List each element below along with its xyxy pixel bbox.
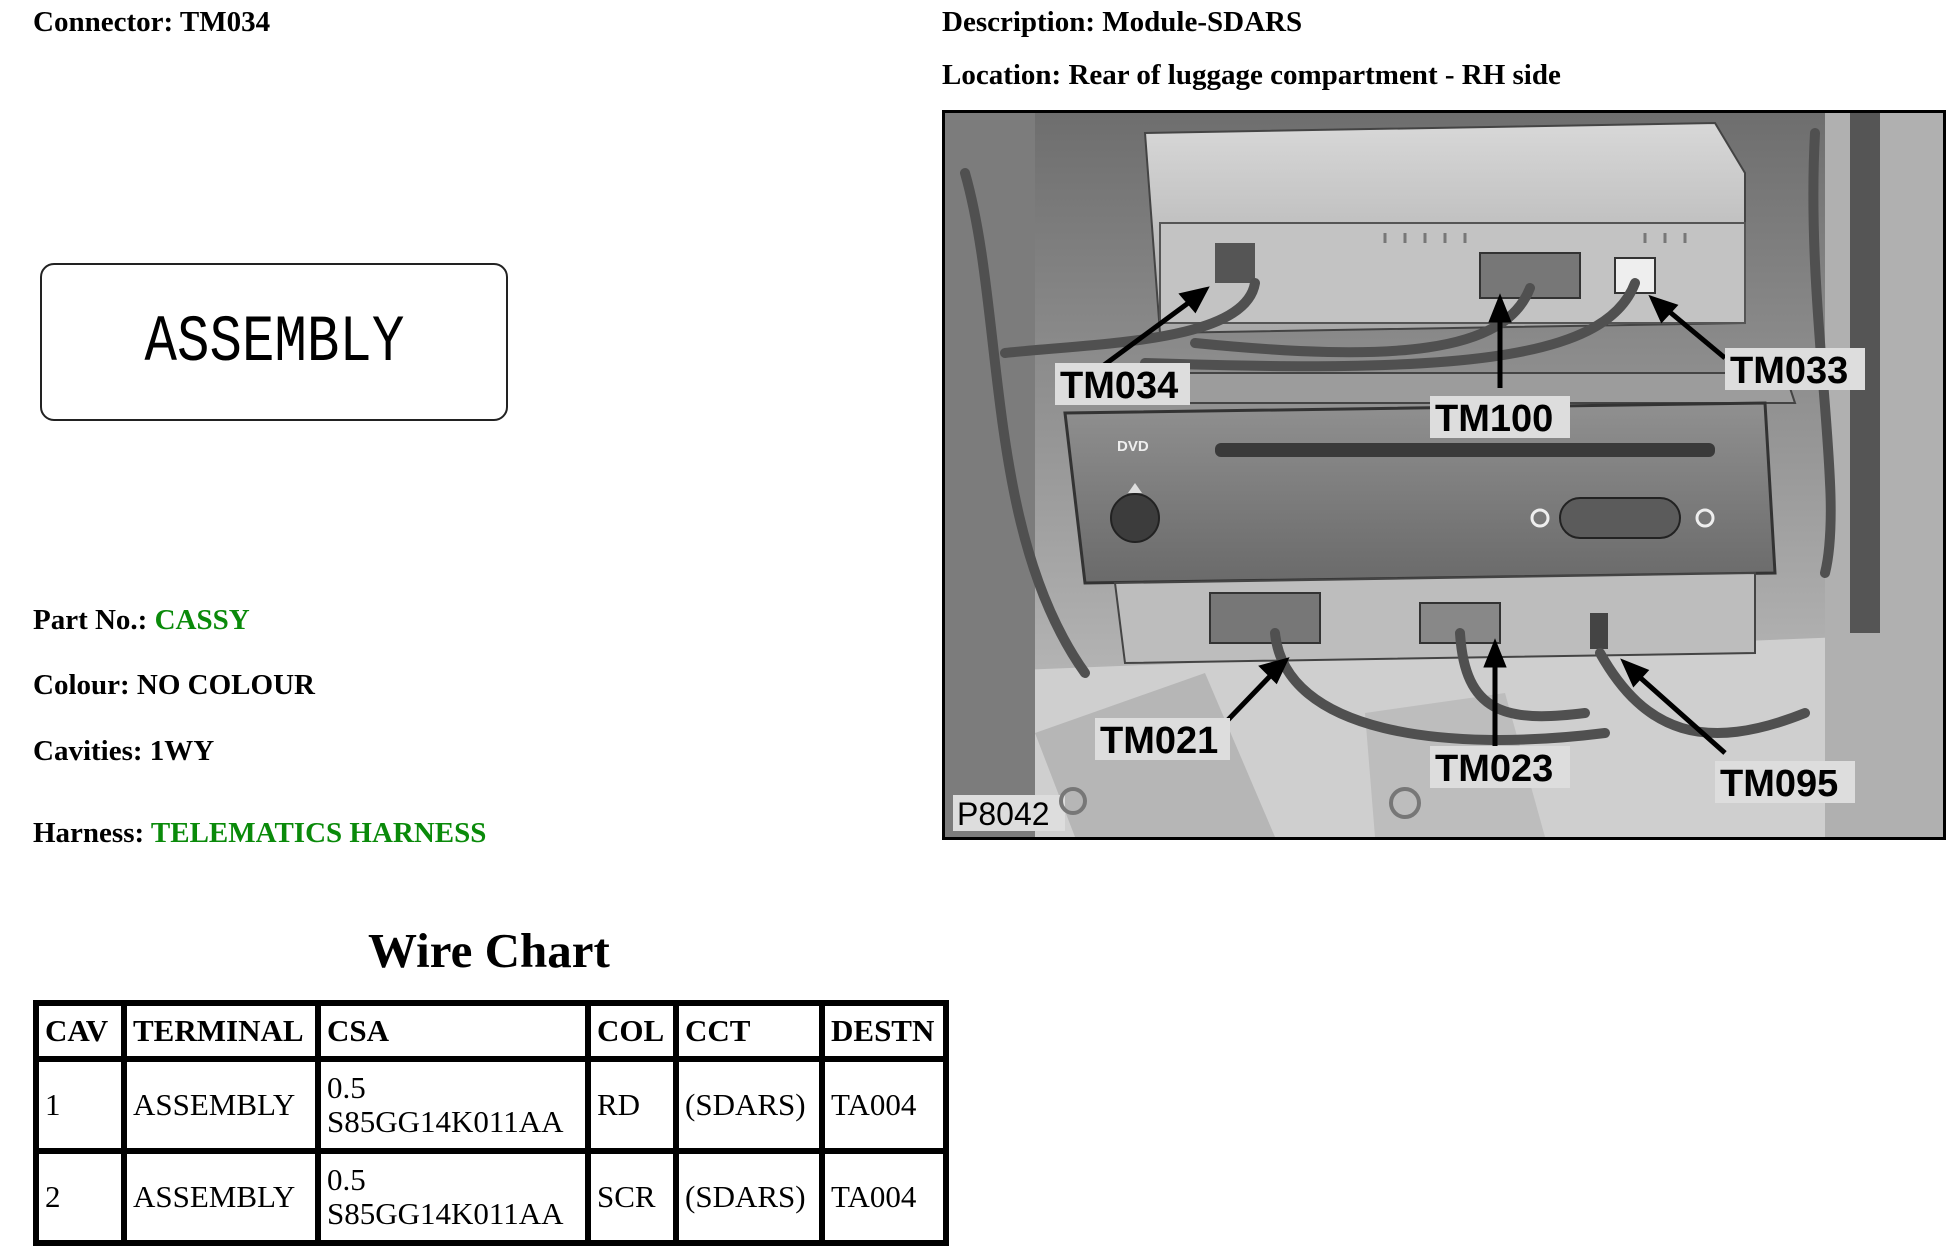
cell-csa — [318, 1059, 588, 1151]
cell-terminal: ASSEMBLY — [124, 1059, 318, 1151]
callout-tm034: TM034 — [1060, 365, 1179, 407]
part-no-link[interactable]: CASSY — [154, 604, 250, 636]
table-row — [36, 1059, 946, 1151]
description-value: Module-SDARS — [1102, 6, 1303, 38]
table-header-row — [36, 1003, 946, 1059]
location-value: Rear of luggage compartment - RH side — [1068, 59, 1561, 91]
assembly-box — [40, 263, 508, 421]
connector-label: Connector: — [33, 6, 174, 38]
harness-line — [33, 817, 486, 850]
csa-code: S85GG14K011AA — [327, 1104, 564, 1139]
figure-id: P8042 — [957, 796, 1050, 832]
assembly-text: ASSEMBLY — [144, 304, 404, 380]
location-photo — [942, 110, 1946, 840]
cell-terminal: ASSEMBLY — [124, 1151, 318, 1243]
cell-cav: 1 — [36, 1059, 124, 1151]
header-col: COL — [588, 1003, 676, 1059]
location-line — [942, 59, 1561, 92]
table-row — [36, 1151, 946, 1243]
header-cav: CAV — [36, 1003, 124, 1059]
cell-cct: (SDARS) — [676, 1151, 822, 1243]
location-label: Location: — [942, 59, 1062, 91]
csa-size: 0.5 — [327, 1162, 366, 1197]
callout-tm095: TM095 — [1720, 763, 1839, 805]
cavities-line — [33, 735, 214, 768]
cavities-label: Cavities: — [33, 735, 143, 767]
harness-label: Harness: — [33, 817, 145, 849]
cell-cav: 2 — [36, 1151, 124, 1243]
header-terminal: TERMINAL — [124, 1003, 318, 1059]
description-line — [942, 6, 1302, 39]
part-no-label: Part No.: — [33, 604, 148, 636]
header-cct: CCT — [676, 1003, 822, 1059]
cell-col: SCR — [588, 1151, 676, 1243]
connector-line — [33, 6, 270, 39]
csa-code: S85GG14K011AA — [327, 1196, 564, 1231]
callout-tm100: TM100 — [1435, 398, 1554, 440]
wire-chart-title: Wire Chart — [368, 923, 610, 978]
colour-value: NO COLOUR — [136, 669, 315, 701]
cell-cct: (SDARS) — [676, 1059, 822, 1151]
colour-line — [33, 669, 315, 702]
header-destn: DESTN — [822, 1003, 946, 1059]
part-no-line — [33, 604, 250, 637]
cell-destn: TA004 — [822, 1059, 946, 1151]
cavities-value: 1WY — [149, 735, 215, 767]
header-csa: CSA — [318, 1003, 588, 1059]
description-label: Description: — [942, 6, 1096, 38]
callout-tm021: TM021 — [1100, 720, 1219, 762]
connector-value: TM034 — [179, 6, 271, 38]
dvd-logo: DVD — [1117, 438, 1149, 455]
callout-tm033: TM033 — [1730, 350, 1849, 392]
cell-destn: TA004 — [822, 1151, 946, 1243]
harness-link[interactable]: TELEMATICS HARNESS — [150, 817, 487, 849]
cell-csa — [318, 1151, 588, 1243]
cell-col: RD — [588, 1059, 676, 1151]
colour-label: Colour: — [33, 669, 130, 701]
wire-chart-table — [33, 1000, 949, 1246]
csa-size: 0.5 — [327, 1070, 366, 1105]
module-illustration — [945, 113, 1943, 837]
callout-tm023: TM023 — [1435, 748, 1554, 790]
